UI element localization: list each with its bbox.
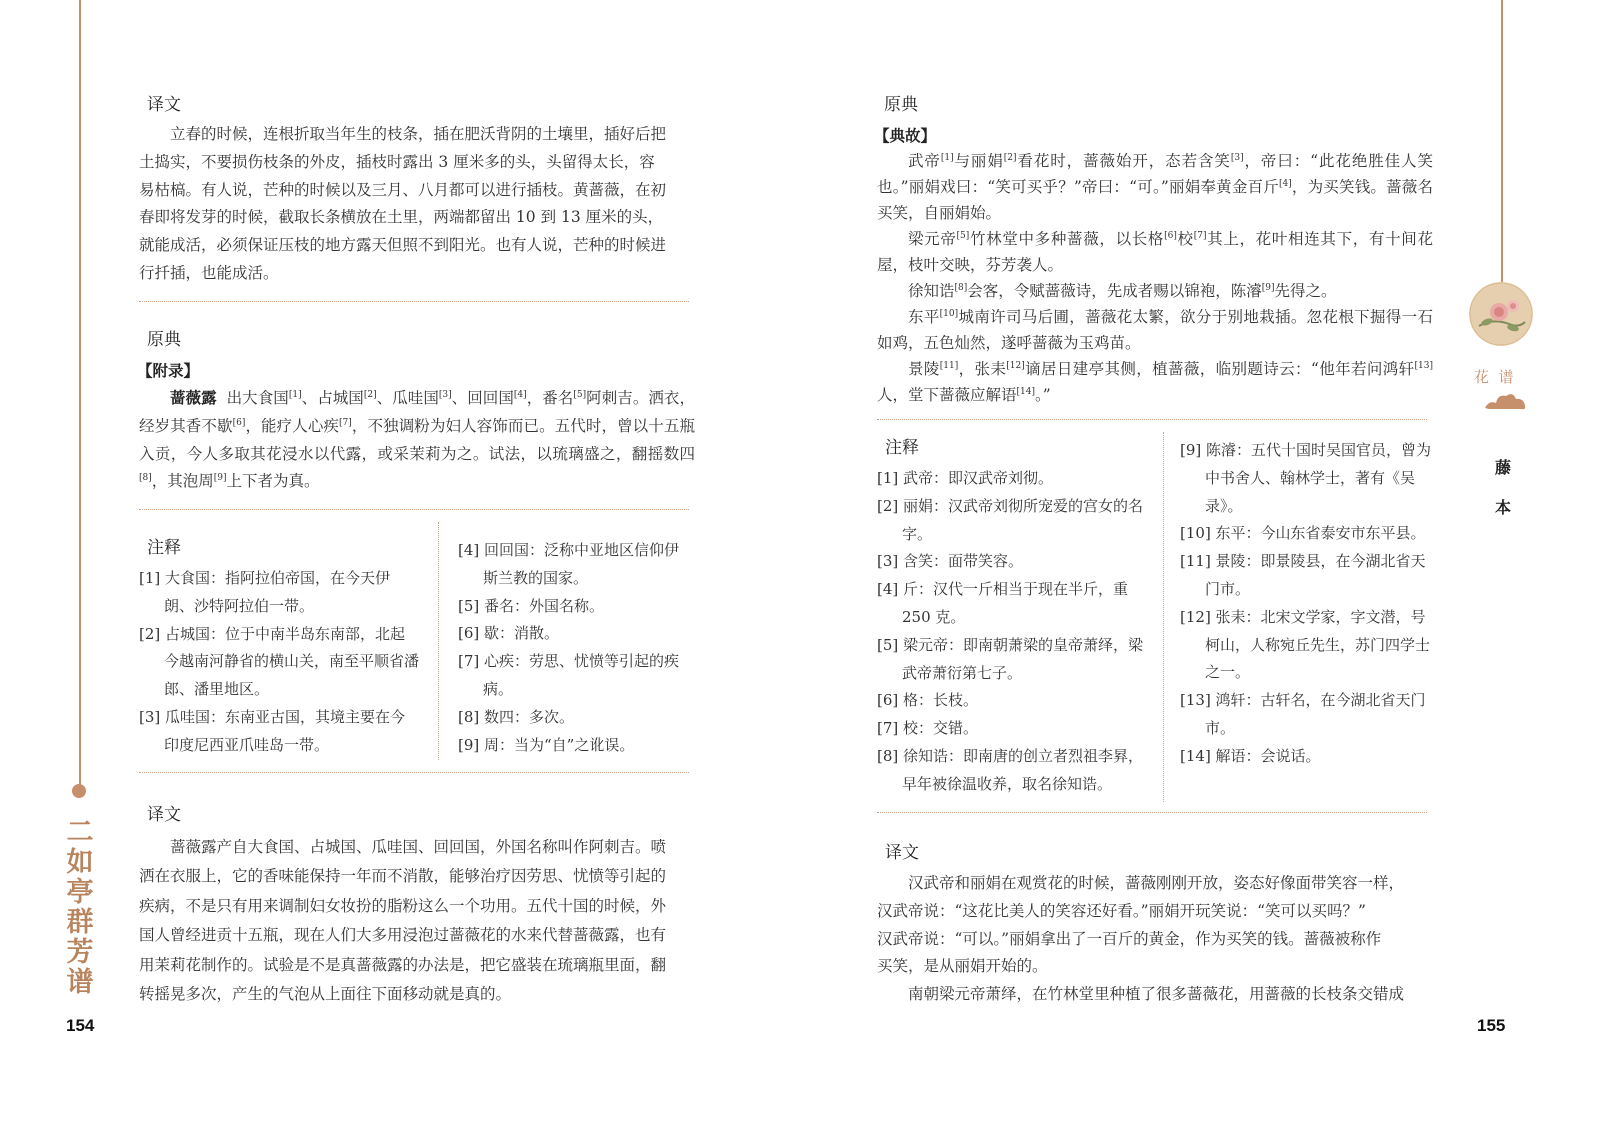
book-title-char: 亭 <box>66 877 94 908</box>
text-run: ，不独调粉为妇人容饰而已。五代时，曾以十五瓶入贡，今人多取其花浸水以代露，或采茉莉为之。试法，以琉璃盛之，翻摇数四 <box>139 416 695 463</box>
text-run: 徐知诰 <box>908 282 955 300</box>
footnote-ref: [14] <box>1016 386 1035 397</box>
text-run: 先得之。 <box>1274 282 1337 300</box>
text-run: 东平 <box>908 308 940 326</box>
text-run: 会客，令赋蔷薇诗，先成者赐以锦袍，陈濬 <box>967 282 1262 300</box>
text-run: 其上，花叶相连其下，有十间花屋，枝叶交映，芬芳袭人。 <box>877 230 1433 274</box>
footnote-ref: [3] <box>438 389 452 400</box>
footnote-ref: [9] <box>213 473 227 484</box>
notes-heading-right: 注释 <box>885 438 919 458</box>
text-run: ，帝曰：“此花绝胜佳人笑也。”丽娟戏曰：“笑可买乎？”帝曰：“可。”丽娟奉黄金百斤 <box>877 152 1433 196</box>
footnote-ref: [8] <box>139 473 152 484</box>
note-item: [5] 梁元帝：即南朝萧梁的皇帝萧绎，梁武帝萧衍第七子。 <box>877 635 1144 682</box>
translation-heading-2: 译文 <box>147 805 181 825</box>
allusion-heading: 【典故】 <box>874 127 937 145</box>
left-margin-line <box>79 0 81 786</box>
text-run: 与丽娟 <box>953 152 1004 170</box>
text-run: 谪居日建亭其侧，植蔷薇，临别题诗云：“他年若问鸿轩 <box>1024 360 1415 378</box>
footnote-ref: [4] <box>513 389 527 400</box>
footnote-ref: [2] <box>363 389 377 400</box>
text-run: ，番名 <box>526 389 574 407</box>
chapter-char: 藤 <box>1494 458 1511 477</box>
dotted-divider <box>139 301 689 302</box>
text-run: ，为买笑钱。蔷薇名买笑，自丽娟始。 <box>877 178 1433 222</box>
allusion-paragraph <box>877 278 1433 304</box>
allusion-paragraph <box>877 304 1433 356</box>
left-margin-dot <box>72 784 86 798</box>
text-line: 土捣实，不要损伤枝条的外皮，插枝时露出 3 厘米多的头，头留得太长，容 <box>139 152 655 171</box>
footnote-ref: [1] <box>940 152 954 163</box>
footnote-ref: [7] <box>1193 230 1207 241</box>
cloud-ornament <box>1483 390 1527 416</box>
text-run: ，其泡周 <box>151 472 214 491</box>
text-line: 蔷薇露产自大食国、占城国、瓜哇国、回回国，外国名称叫作阿刺吉。喷 <box>170 838 667 856</box>
footnote-ref: [1] <box>288 389 302 400</box>
text-run: 景陵 <box>908 360 940 378</box>
text-line: 就能成活，必须保证压枝的地方露天但照不到阳光。也有人说，芒种的时候进 <box>139 236 667 255</box>
term-rose-dew: 蔷薇露 <box>170 388 217 407</box>
allusion-paragraph <box>877 148 1433 226</box>
footnote-ref: [2] <box>1003 152 1017 163</box>
footnote-ref: [6] <box>232 417 246 428</box>
note-item: [9] 周：当为“自”之讹误。 <box>458 735 635 754</box>
text-run: 出大食国 <box>226 389 289 407</box>
note-item: [4] 回回国：泛称中亚地区信仰伊斯兰教的国家。 <box>458 541 680 587</box>
text-run: ，张耒 <box>958 360 1007 378</box>
text-line: 汉武帝说：“这花比美人的笑容还好看。”丽娟开玩笑说：“笑可以买吗？” <box>877 901 1366 920</box>
appendix-heading: 【附录】 <box>137 362 200 380</box>
note-item: [6] 歇：消散。 <box>458 624 560 643</box>
footnote-ref: [3] <box>1230 152 1244 163</box>
original-heading-right: 原典 <box>884 95 918 115</box>
text-line: 国人曾经进贡十五瓶，现在人们大多用浸泡过蔷薇花的水来代替蔷薇露，也有 <box>139 926 667 945</box>
original-heading: 原典 <box>147 330 181 350</box>
note-item: [8] 数四：多次。 <box>458 707 575 726</box>
dotted-divider <box>139 772 689 773</box>
text-run: 武帝 <box>908 152 941 170</box>
rose-flower-medallion <box>1469 282 1533 346</box>
book-title-vertical <box>58 818 102 998</box>
right-margin-line <box>1501 0 1503 282</box>
book-title-char: 芳 <box>66 937 94 968</box>
text-run: 、瓜哇国 <box>376 389 439 407</box>
text-run: 人，堂下蔷薇应解语 <box>877 386 1017 404</box>
text-run: 看花时，蔷薇始开，态若含笑 <box>1016 152 1231 170</box>
translation-text <box>139 121 695 288</box>
text-line: 易枯槁。有人说，芒种的时候以及三月、八月都可以进行插枝。黄蔷薇，在初 <box>139 180 667 199</box>
footnote-ref: [11] <box>939 360 959 371</box>
note-item: [10] 东平：今山东省泰安市东平县。 <box>1180 524 1426 543</box>
dotted-divider <box>877 419 1427 420</box>
note-item: [7] 心疾：劳思、忧愤等引起的疾病。 <box>458 652 680 698</box>
note-item: [7] 校：交错。 <box>877 719 979 738</box>
chapter-label <box>1491 448 1515 528</box>
text-line: 洒在衣服上，它的香味能保持一年而不消散，能够治疗因劳思、忧愤等引起的 <box>139 867 667 886</box>
note-item: [2] 丽娟：汉武帝刘彻所宠爱的宫女的名字。 <box>877 496 1144 543</box>
footnote-ref: [8] <box>954 282 968 293</box>
notes-column-divider-right <box>1163 432 1164 802</box>
note-item: [6] 格：长枝。 <box>877 691 979 710</box>
translation-text-right <box>877 870 1433 1009</box>
text-run: ，能疗人心疾 <box>245 416 340 435</box>
note-item: [3] 含笑：面带笑容。 <box>877 552 1024 571</box>
note-item: [5] 番名：外国名称。 <box>458 596 605 615</box>
footnote-ref: [10] <box>939 308 959 319</box>
page-number-right: 155 <box>1477 1016 1506 1035</box>
note-item: [2] 占城国：位于中南半岛东南部，北起今越南河静省的横山关，南至平顺省潘郎、潘里地区。 <box>139 624 420 699</box>
text-run: 、占城国 <box>301 389 364 407</box>
text-run: 阿刺吉。洒衣，经岁其香不歇 <box>139 389 695 435</box>
note-item: [13] 鸿轩：古轩名，在今湖北省天门市。 <box>1180 691 1426 737</box>
cloud-icon <box>1483 390 1527 412</box>
allusion-paragraph <box>877 226 1433 278</box>
note-item: [14] 解语：会说话。 <box>1180 746 1321 765</box>
text-run: 梁元帝 <box>908 230 957 248</box>
text-line: 疾病，不是只有用来调制妇女妆扮的脂粉这么一个功用。五代十国的时候，外 <box>139 896 667 915</box>
section-label: 花 谱 <box>1474 368 1514 386</box>
book-title-char: 谱 <box>66 967 94 998</box>
notes-column-1 <box>139 565 419 760</box>
footnote-ref: [7] <box>339 417 352 428</box>
notes-column-1-right <box>877 465 1157 799</box>
footnote-ref: [9] <box>1261 282 1275 293</box>
footnote-ref: [5] <box>573 389 587 400</box>
text-line: 买笑，是从丽娟开始的。 <box>877 957 1048 976</box>
notes-column-divider <box>438 522 439 760</box>
footnote-ref: [12] <box>1006 360 1025 371</box>
notes-column-2-right <box>1180 437 1432 771</box>
rose-flower-icon <box>1469 282 1533 346</box>
text-line: 汉武帝说：“可以。”丽娟拿出了一百斤的黄金，作为买笑的钱。蔷薇被称作 <box>877 929 1382 948</box>
footnote-ref: [13] <box>1414 360 1433 371</box>
notes-heading: 注释 <box>147 538 181 558</box>
notes-column-2 <box>458 537 692 759</box>
chapter-char: 本 <box>1494 498 1511 517</box>
note-item: [3] 瓜哇国：东南亚古国，其境主要在今印度尼西亚爪哇岛一带。 <box>139 707 406 754</box>
translation-heading-right: 译文 <box>885 843 919 863</box>
dotted-divider <box>139 509 689 510</box>
original-text <box>139 384 695 496</box>
note-item: [12] 张耒：北宋文学家，字文潜，号柯山，人称宛丘先生，苏门四学士之一。 <box>1180 607 1431 682</box>
text-run: 上下者为真。 <box>226 472 320 491</box>
text-line: 用茉莉花制作的。试验是不是真蔷薇露的办法是，把它盛装在琉璃瓶里面，翻 <box>139 955 667 974</box>
page-number-left: 154 <box>66 1016 95 1035</box>
translation-heading: 译文 <box>147 95 181 115</box>
note-item: [4] 斤：汉代一斤相当于现在半斤，重 250 克。 <box>877 580 1129 626</box>
text-line: 汉武帝和丽娟在观赏花的时候，蔷薇刚刚开放，姿态好像面带笑容一样， <box>908 874 1405 892</box>
dotted-divider <box>877 812 1427 813</box>
book-title-char: 二 <box>66 817 94 848</box>
text-line: 南朝梁元帝萧绎，在竹林堂里种植了很多蔷薇花，用蔷薇的长枝条交错成 <box>908 985 1405 1004</box>
text-run: 竹林堂中多种蔷薇，以长格 <box>969 230 1165 248</box>
footnote-ref: [6] <box>1164 230 1177 241</box>
text-line: 春即将发芽的时候，截取长条横放在土里，两端都留出 10 到 13 厘米的头， <box>139 208 664 227</box>
footnote-ref: [4] <box>1278 178 1292 189</box>
text-run: 校 <box>1176 230 1194 248</box>
note-item: [9] 陈濬：五代十国时吴国官员，曾为中书舍人、翰林学士，著有《吴录》。 <box>1180 441 1432 515</box>
book-title-char: 群 <box>66 907 94 938</box>
note-item: [8] 徐知诰：即南唐的创立者烈祖李昪，早年被徐温收养，取名徐知诰。 <box>877 746 1144 793</box>
book-title-char: 如 <box>66 847 94 878</box>
note-item: [11] 景陵：即景陵县，在今湖北省天门市。 <box>1180 552 1426 598</box>
allusion-text <box>877 148 1433 408</box>
text-run: 、回回国 <box>451 389 514 407</box>
text-line: 行扦插，也能成活。 <box>139 263 279 282</box>
note-item: [1] 大食国：指阿拉伯帝国，在今天伊朗、沙特阿拉伯一带。 <box>139 569 391 615</box>
translation-text-2 <box>139 833 695 1009</box>
allusion-paragraph <box>877 356 1433 408</box>
text-run: 城南许司马后圃，蔷薇花太繁，欲分于别地栽插。忽花根下掘得一石如鸡，五色灿然，遂呼蔷薇为玉鸡苗。 <box>877 308 1433 352</box>
footnote-ref: [5] <box>956 230 970 241</box>
text-line: 立春的时候，连根折取当年生的枝条，插在肥沃背阴的土壤里，插好后把 <box>170 125 667 143</box>
text-run: 。” <box>1035 386 1051 404</box>
note-item: [1] 武帝：即汉武帝刘彻。 <box>877 469 1054 487</box>
text-line: 转摇晃多次，产生的气泡从上面往下面移动就是真的。 <box>139 985 512 1004</box>
